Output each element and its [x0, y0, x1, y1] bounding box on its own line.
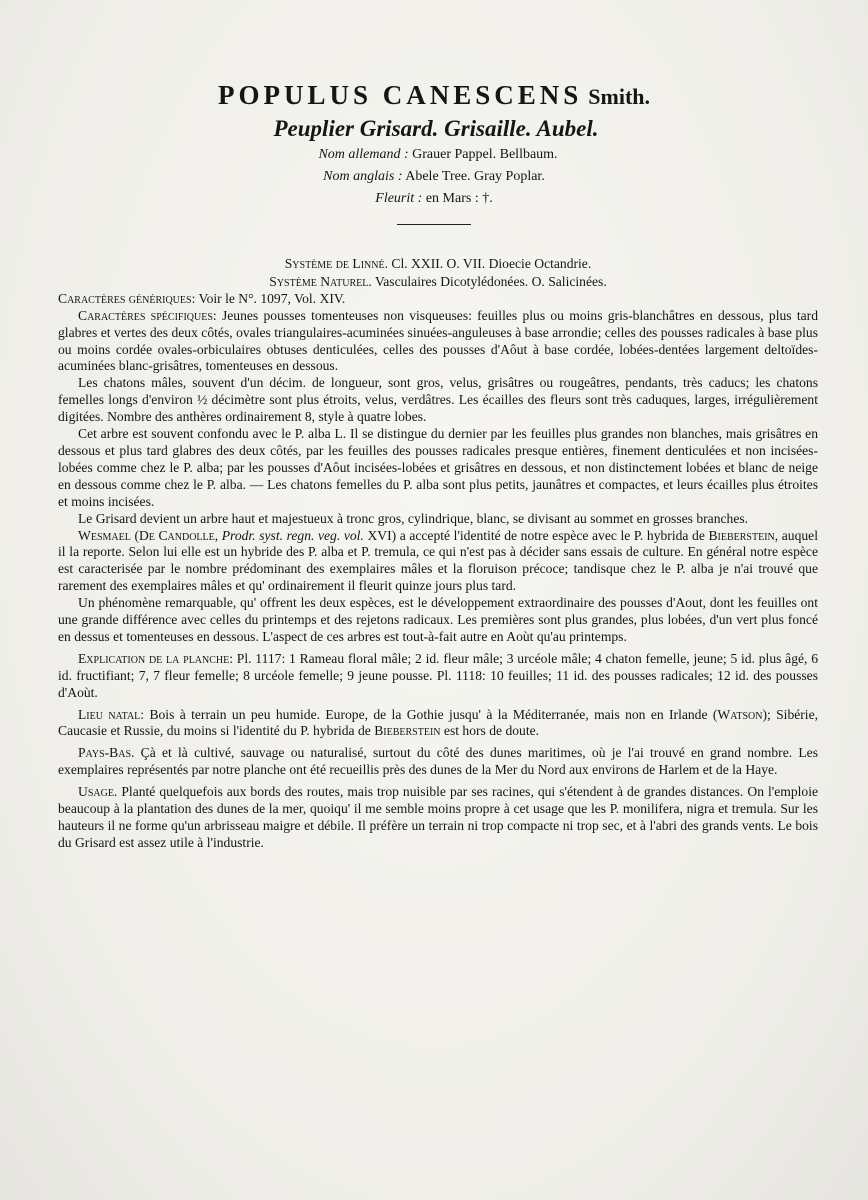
english-name-value: Abele Tree. Gray Poplar.: [405, 169, 545, 184]
confusion-paragraph: Cet arbre est souvent confondu avec le P. alba L. Il se distingue du dernier par les feuilles plus grandes non blanches, mais grisâtres en dessous et plus tard glabres des deux côtés, par les feuilles des pousses radicales presque entières, finement denticulées et non incisées-lobées comme chez le P. alba; par les pousses d'Aôut incisées-lobées et grisâtres en dessous, et non distinctement lobées et blanc de neige en dessous comme chez le P. alba. — Les chatons femelles du P. alba sont plus petits, jaunâtres et compactes, et leurs écailles plus étroites et moins incisées.: [58, 426, 818, 509]
natural-system-line: [58, 274, 818, 291]
generic-characters: [58, 291, 818, 308]
generic-label: Caractères génériques:: [58, 290, 196, 306]
plate-explanation-text: Pl. 1117: 1 Rameau floral mâle; 2 id. fleur mâle; 3 urcéole mâle; 4 chaton femelle, jeune; 5 id. plus âgé, 6 id. fructifiant; 7, 7 fleur femelle; 8 urcéole femelle; 9 jeune pousse. Pl. 1118: 10 feuilles; 11 id. des pousses radicales; 12 id. des pousses d'Aoùt.: [58, 650, 818, 700]
natural-system-value: Vasculaires Dicotylédonées. O. Salicinées.: [374, 273, 607, 289]
wesmael-paragraph: [58, 528, 818, 596]
wesmael-label: Wesmael: [78, 527, 131, 543]
german-name-label: Nom allemand :: [318, 147, 409, 162]
flowering-line: [0, 188, 868, 210]
english-name-line: [0, 166, 868, 188]
flowering-value: en Mars : †.: [425, 191, 493, 206]
usage-label: Usage.: [78, 784, 118, 800]
netherlands-text: Çà et là cultivé, sauvage ou naturalisé, surtout du côté des dunes maritimes, où je l'ai trouvé en grand nombre. Les exemplaires représentés par notre planche ont été recueillis près des dunes de la Mer du Nord aux environs de Harlem et de la Haye.: [58, 745, 818, 778]
native-place-text1: Bois à terrain un peu humide. Europe, de la Gothie jusqu' à la Méditerranée, mais non en Irlande (: [149, 706, 718, 722]
english-name-label: Nom anglais :: [323, 169, 403, 184]
divider-rule: [397, 224, 471, 225]
wesmael-text1: XVI) a accepté l'identité de notre espèce avec le P. hybrida de: [367, 527, 705, 543]
netherlands-label: Pays-Bas.: [78, 745, 135, 761]
netherlands-paragraph: [58, 745, 818, 779]
native-place-label: Lieu natal:: [78, 706, 145, 722]
document-body: [58, 256, 818, 852]
header: [0, 78, 868, 225]
flowering-label: Fleurit :: [375, 191, 423, 206]
native-place-paragraph: [58, 707, 818, 741]
specific-text: Jeunes pousses tomenteuses non visqueuses: feuilles plus ou moins gris-blanchâtres en dessous, plus tard glabres et vertes des deux côtés, ovales triangulaires-acuminées sinuées-anguleuses à base arrondie; celles des pousses radicales à base plus ou moins cordée ovales-orbiculaires obtuses denticulées, celles des pousses d'Aôut à base cordée, lobées-dentées largement deltoïdes-acuminées blanc-grisâtres, tomenteuses en dessous.: [58, 307, 818, 374]
generic-value: Voir le N°. 1097, Vol. XIV.: [198, 290, 346, 306]
plate-explanation-label: Explication de la planche:: [78, 650, 234, 666]
native-place-watson: Watson: [717, 706, 763, 722]
specific-characters-paragraph: [58, 308, 818, 376]
wesmael-bieberstein: Bieberstein: [708, 527, 775, 543]
catkins-paragraph: Les chatons mâles, souvent d'un décim. de longueur, sont gros, velus, grisâtres ou rougeâtres, pendants, très caducs; les chatons femelles longs d'environ ½ décimètre sont plus étroits, velus, verdâtres. Les écailles des fleurs sont très caduques, larges, irrégulièrement digitées. Nombre des anthères ordinairement 8, style à quatre lobes.: [58, 375, 818, 425]
plate-explanation-paragraph: [58, 651, 818, 702]
species-author: Smith.: [588, 84, 651, 109]
wesmael-text2: , auquel il la reporte. Selon lui elle est un hybride des P. alba et P. tremula, ce qui n'est pas à décider sans essais de culture. En général notre espèce est caracterisée par le nombre prédominant des exemplaires mâles et la floruison précoce; tandisque chez le P. alba je n'ai trouvé que rarement des exemplaires mâles et qu' ordinairement il fleurit quinze jours plus tard.: [58, 527, 818, 594]
species-name: POPULUS CANESCENS: [217, 80, 583, 110]
native-place-text2: ); Sibérie, Caucasie et Russie, du moins si l'identité du P. hybrida de: [58, 706, 819, 739]
linne-system-value: Cl. XXII. O. VII. Dioecie Octandrie.: [391, 256, 592, 271]
common-names: Peuplier Grisard. Grisaille. Aubel.: [273, 116, 599, 141]
german-name-line: [0, 144, 868, 166]
natural-system-label: Système Naturel.: [269, 273, 372, 289]
grisard-paragraph: Le Grisard devient un arbre haut et majestueux à tronc gros, cylindrique, blanc, se divisant au sommet en grosses branches.: [78, 510, 749, 526]
usage-text: Planté quelquefois aux bords des routes, mais trop nuisible par ses racines, qui s'étendent à de grandes distances. On l'emploie beaucoup à la plantation des dunes de la mer, quoiqu' il me semble moins propre à cet usage que les P. monilifera, nigra et tremula. Sur les hauteurs il ne forme qu'un arbrisseau maigre et débile. Il préfère un terrain ni trop compacte ni trop sec, et à l'abri des grands vents. Le bois du Grisard est assez utile à l'industrie.: [58, 784, 819, 850]
linne-system-label: Système de Linné.: [284, 256, 389, 271]
wesmael-ref2: Prodr. syst. regn. veg. vol.: [221, 527, 364, 543]
usage-paragraph: [58, 784, 818, 852]
species-title: [0, 78, 868, 114]
native-place-text3: est hors de doute.: [443, 723, 540, 739]
phenomenon-paragraph: Un phénomène remarquable, qu' offrent les deux espèces, est le développement extraordinaire des pousses d'Aout, dont les feuilles ont une grande différence avec celles du printemps et des rejetons radicaux. Les premières sont plus grandes, plus lobées, d'un vert plus foncé en dessus et tomenteuses en dessous. L'aspect de ces arbres est tout-à-fait autre en Aoùt qu'au printemps.: [58, 595, 818, 644]
wesmael-ref1: (De Candolle,: [134, 527, 219, 543]
native-place-bieberstein: Bieberstein: [374, 723, 441, 739]
specific-label: Caractères spécifiques:: [78, 307, 217, 323]
german-name-value: Grauer Pappel. Bellbaum.: [412, 147, 558, 162]
linne-system-line: [58, 256, 818, 273]
